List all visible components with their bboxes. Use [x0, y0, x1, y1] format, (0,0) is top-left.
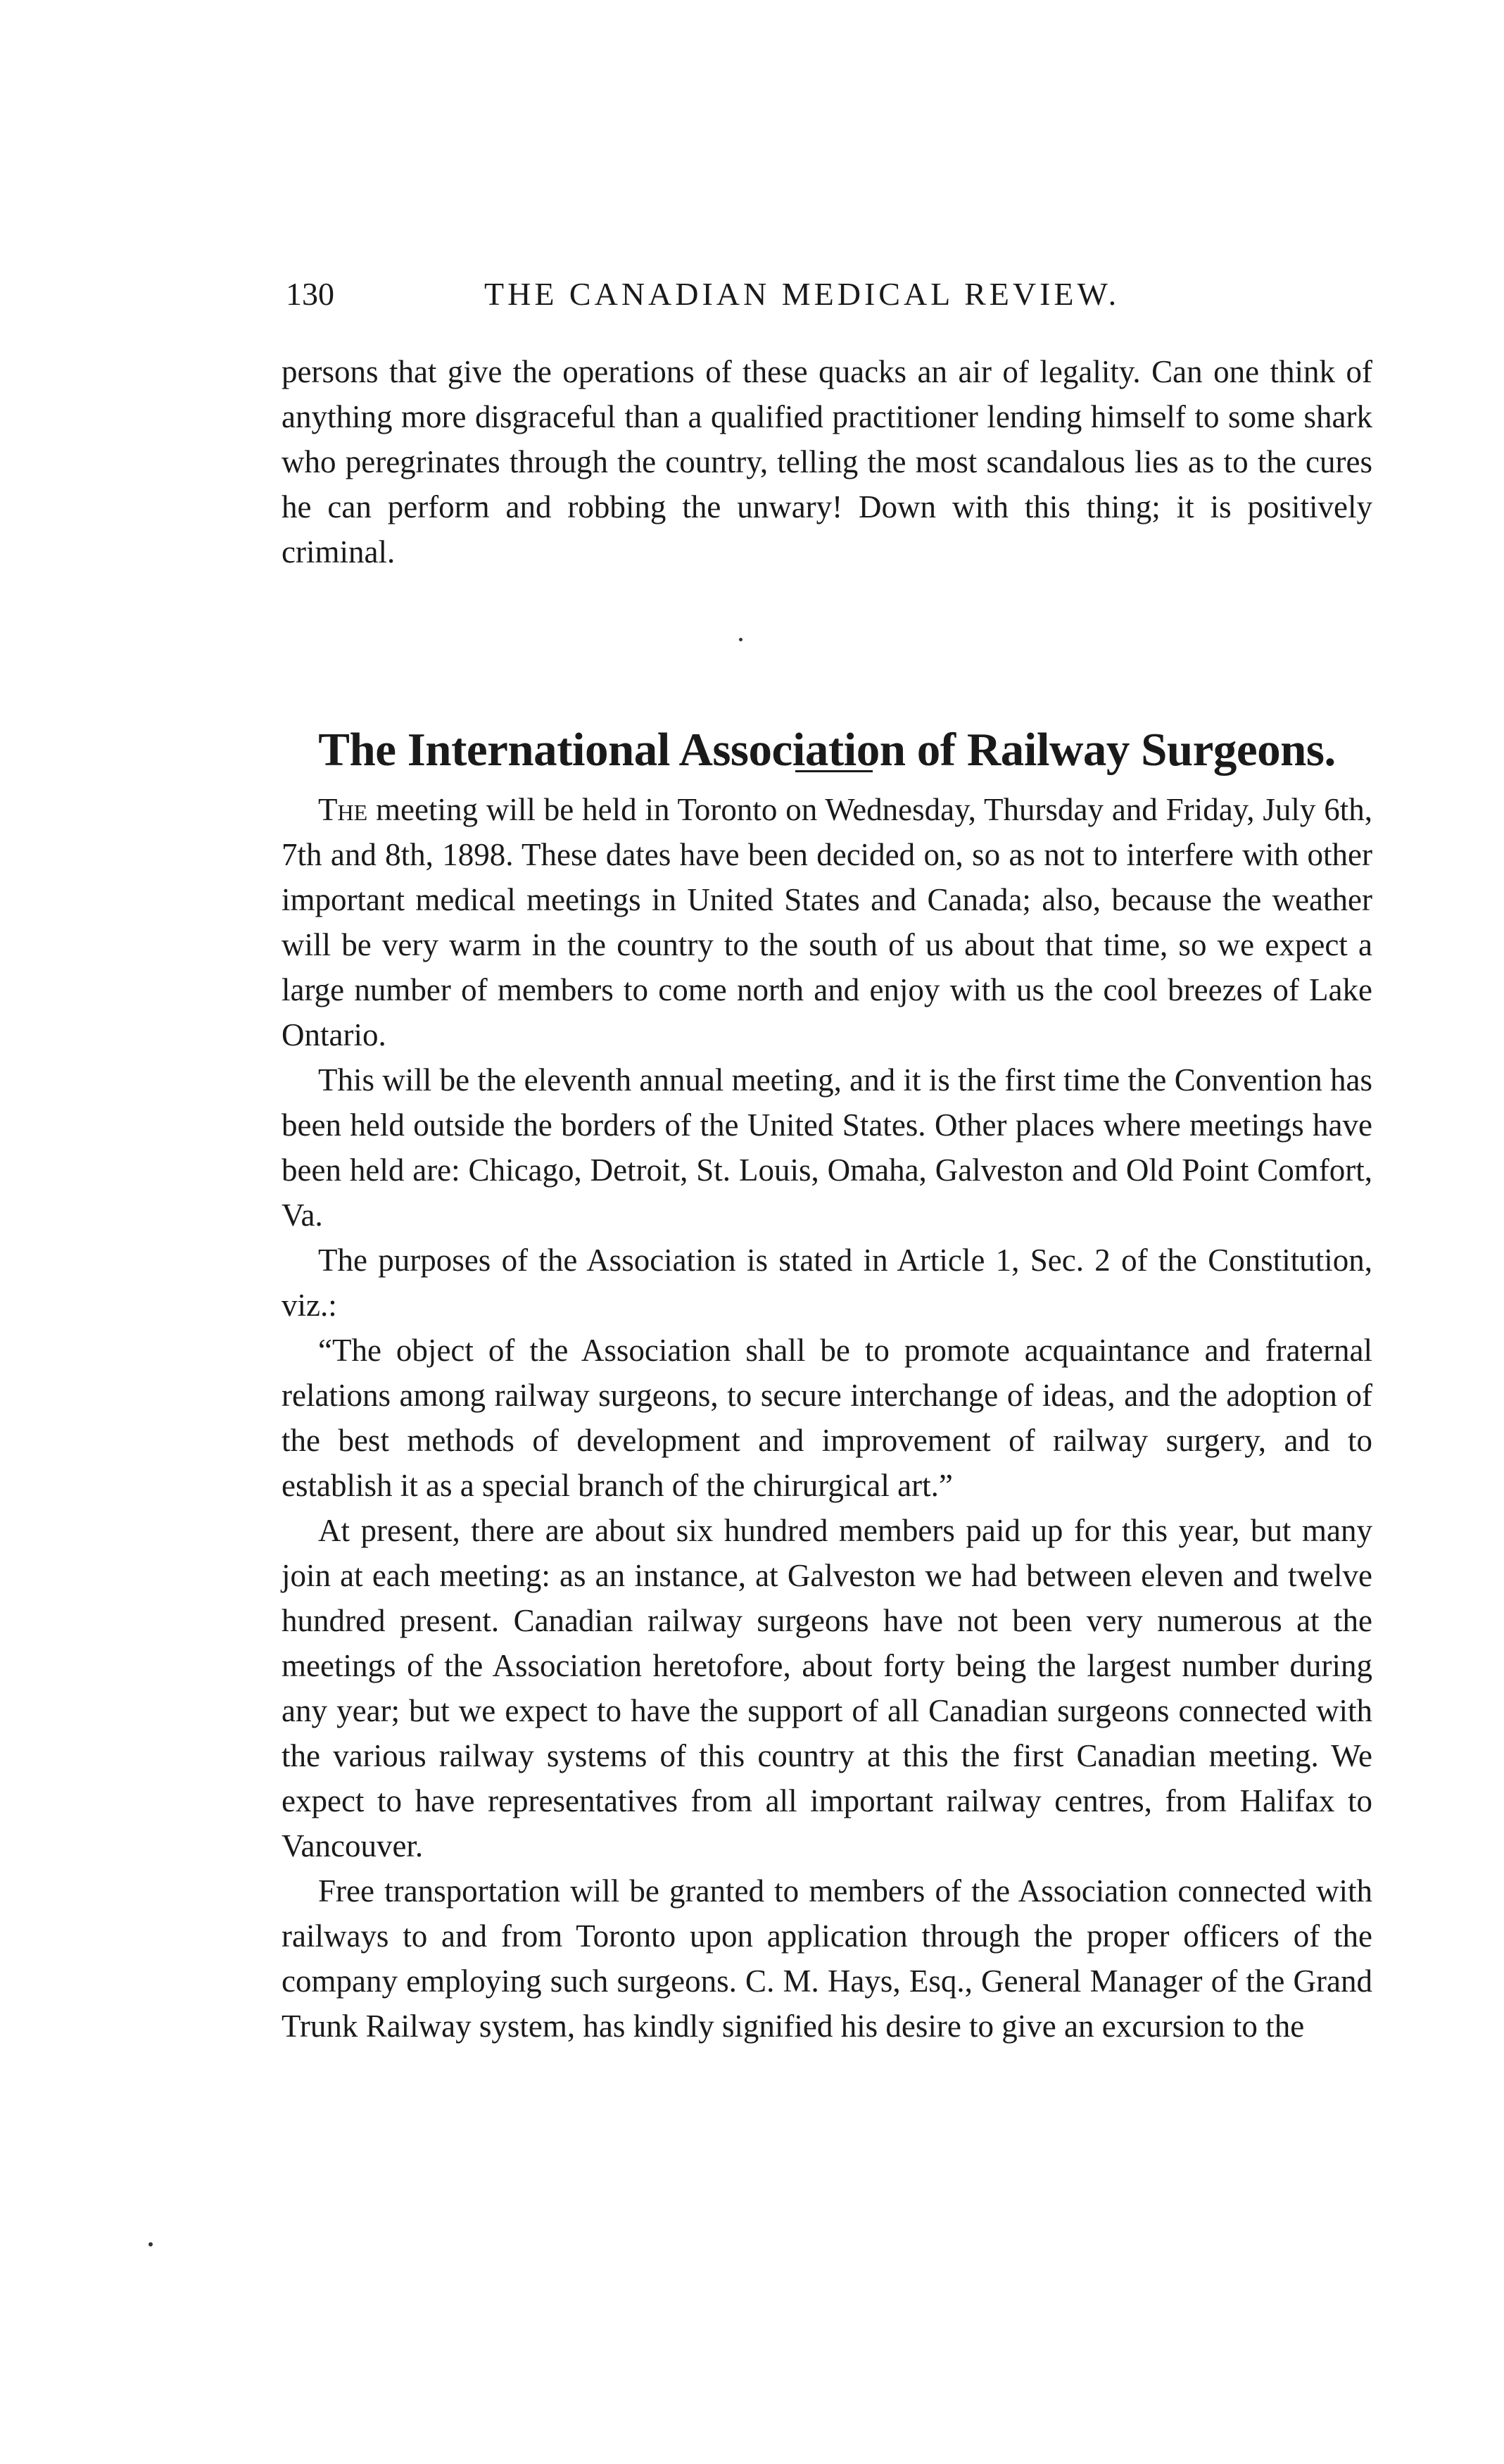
- article-paragraph-3: The purposes of the Association is stated in Article 1, Sec. 2 of the Constitution, viz.:: [282, 1243, 1372, 1323]
- intro-paragraph-block: [282, 349, 1372, 574]
- print-speck: [148, 2242, 153, 2246]
- page-number: 130: [286, 276, 334, 312]
- article-title: The International Association of Railway Surgeons.: [318, 723, 1336, 776]
- article-paragraph-6: Free transportation will be granted to members of the Association connected with railways to and from Toronto upon application through the proper officers of the company employing such surgeons. C. M. Hays, Esq., General Manager of the Grand Trunk Railway system, has kindly signified his desire to give an excursion to the: [282, 1873, 1372, 2044]
- lead-word: The: [318, 792, 368, 827]
- paragraph-text: meeting will be held in Toronto on Wednesday, Thursday and Friday, July 6th, 7th and 8th, 1898. These dates have been decided on, so as not to interfere with other important medical meetings in United States and Canada; also, because the weather will be very warm in the country to the south of us about that time, so we expect a large number of members to come north and enjoy with us the cool breezes of Lake Ontario.: [282, 792, 1373, 1052]
- article-paragraph-2: This will be the eleventh annual meeting, and it is the first time the Convention has been held outside the borders of the United States. Other places where meetings have been held are: Chicago, Detroit, St. Louis, Omaha, Galveston and Old Point Comfort, Va.: [282, 1062, 1372, 1233]
- running-head: [286, 273, 1377, 315]
- article-paragraph-5: At present, there are about six hundred members paid up for this year, but many join at each meeting: as an instance, at Galveston we had between eleven and twelve hundred present. Canadian railway surgeons have not been very numerous at the meetings of the Association heretofore, about forty being the largest number during any year; but we expect to have the support of all Canadian surgeons connected with the various railway systems of this country at this the first Canadian meeting. We expect to have representatives from all important railway centres, from Halifax to Vancouver.: [282, 1513, 1372, 1863]
- title-rule: [795, 770, 873, 772]
- journal-title: THE CANADIAN MEDICAL REVIEW.: [484, 276, 1120, 312]
- article-paragraph-1: [282, 787, 1372, 1057]
- article-paragraph-4-quotation: “The object of the Association shall be to promote acquaintance and fraternal relations among railway surgeons, to secure interchange of ideas, and the adoption of the best methods of development and improvement of railway surgery, and to establish it as a special branch of the chirurgical art.”: [282, 1333, 1372, 1503]
- article-body: [282, 787, 1372, 2049]
- intro-paragraph: persons that give the operations of these quacks an air of legality. Can one think of anything more disgraceful than a qualified practitioner lending himself to some shark who peregrinates through the country, telling the most scandalous lies as to the cures he can perform and robbing the unwary! Down with this thing; it is positively criminal.: [282, 354, 1372, 570]
- print-speck: [739, 638, 742, 641]
